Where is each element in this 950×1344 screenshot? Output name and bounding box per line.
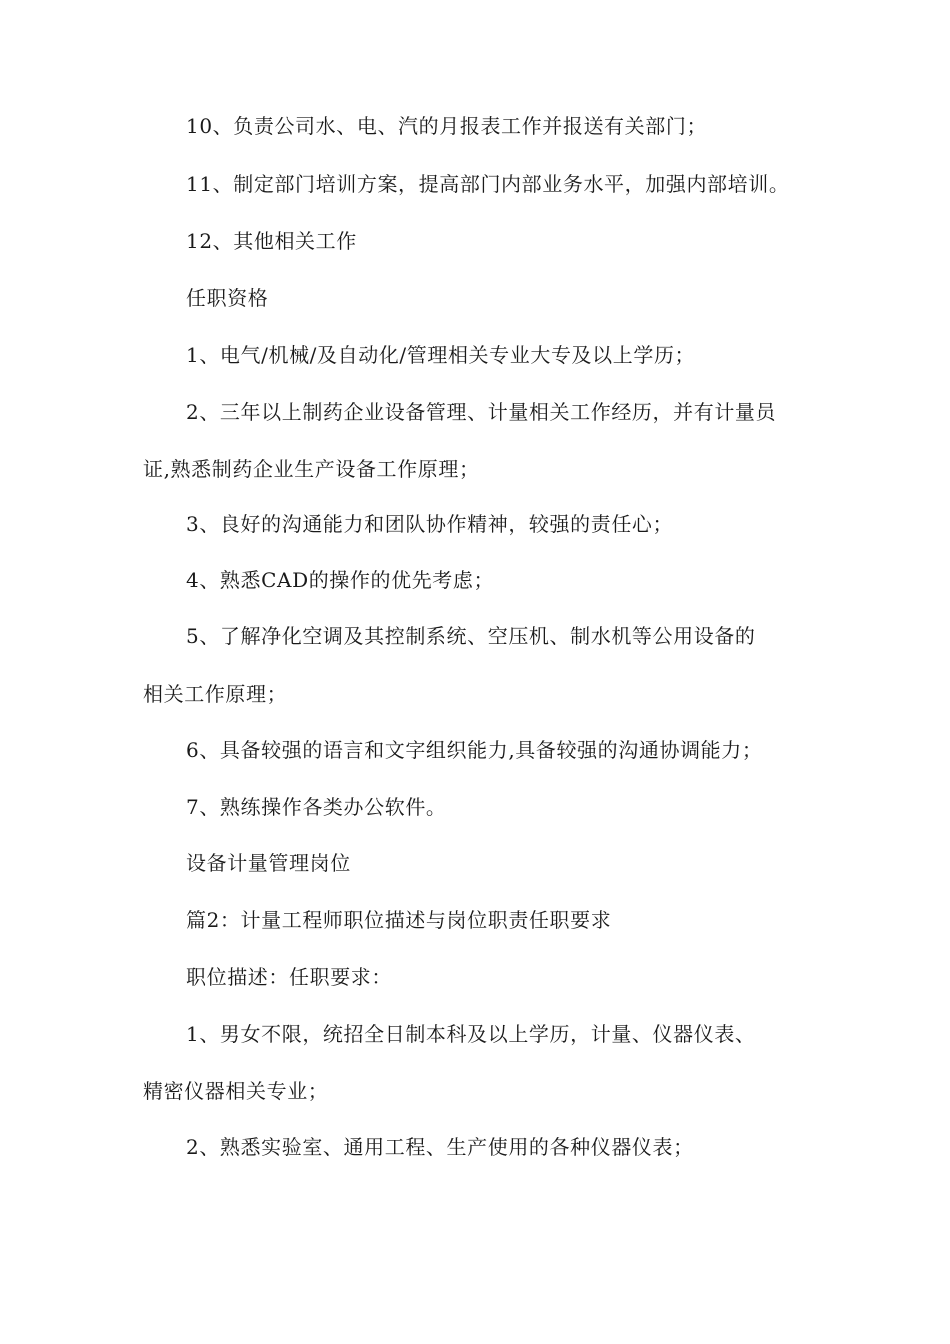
paragraph-line-continuation: 精密仪器相关专业； <box>143 1079 329 1103</box>
paragraph-line: 5、了解净化空调及其控制系统、空压机、制水机等公用设备的 <box>186 624 756 648</box>
paragraph-line-continuation: 证,熟悉制药企业生产设备工作原理； <box>143 457 480 481</box>
paragraph-line: 3、良好的沟通能力和团队协作精神，较强的责任心； <box>186 512 674 536</box>
paragraph-line-continuation: 相关工作原理； <box>143 682 288 706</box>
paragraph-line: 7、熟练操作各类办公软件。 <box>186 795 447 819</box>
paragraph-line: 10、负责公司水、电、汽的月报表工作并报送有关部门； <box>186 114 708 138</box>
section-heading: 任职资格 <box>186 286 269 310</box>
paragraph-line: 6、具备较强的语言和文字组织能力,具备较强的沟通协调能力； <box>186 738 763 762</box>
paragraph-line: 1、电气/机械/及自动化/管理相关专业大专及以上学历； <box>186 343 696 367</box>
paragraph-line: 4、熟悉CAD的操作的优先考虑； <box>186 568 495 592</box>
paragraph-line: 职位描述：任职要求： <box>186 965 392 989</box>
paragraph-line: 1、男女不限，统招全日制本科及以上学历，计量、仪器仪表、 <box>186 1022 756 1046</box>
paragraph-line: 2、熟悉实验室、通用工程、生产使用的各种仪器仪表； <box>186 1135 694 1159</box>
section-heading: 设备计量管理岗位 <box>186 851 351 875</box>
paragraph-line: 11、制定部门培训方案，提高部门内部业务水平，加强内部培训。 <box>186 172 790 196</box>
paragraph-line: 2、三年以上制药企业设备管理、计量相关工作经历，并有计量员 <box>186 400 777 424</box>
paragraph-line: 12、其他相关工作 <box>186 229 357 253</box>
article-title: 篇2：计量工程师职位描述与岗位职责任职要求 <box>186 908 612 932</box>
